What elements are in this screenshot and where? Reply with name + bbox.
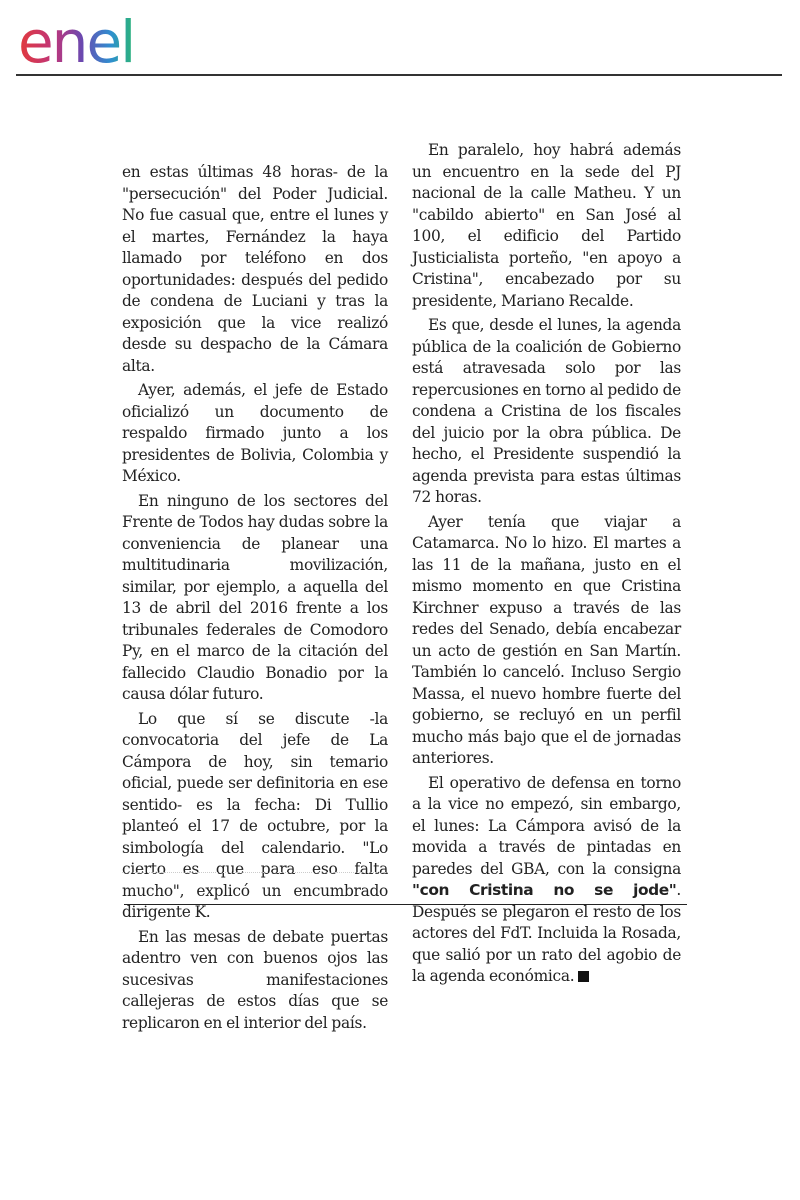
- article-column-left: [122, 162, 388, 1037]
- paragraph: en estas últimas 48 horas- de la "persecución" del Poder Judicial. No fue casual que, entre el lunes y el martes, Fernández la haya llamado por teléfono en dos oportunidades: después del pedido de condena de Luciani y tras la exposición que la vice realizó desde su despacho de la Cámara alta.: [122, 163, 388, 375]
- footer-rule: [124, 904, 687, 905]
- paragraph: Es que, desde el lunes, la agenda pública de la coalición de Gobierno está atravesada solo por las repercusiones en torno al pedido de condena a Cristina de los fiscales del juicio por la obra pública. De hecho, el Presidente suspendió la agenda prevista para estas últimas 72 horas.: [412, 316, 681, 506]
- paragraph-text: . Después se plegaron el resto de los actores del FdT. Incluida la Rosada, que salió por un rato del agobio de la agenda económica.: [412, 881, 681, 985]
- column-foot-rule: [122, 872, 388, 873]
- paragraph: En ninguno de los sectores del Frente de Todos hay dudas sobre la conveniencia de planear una multitudinaria movilización, similar, por ejemplo, a aquella del 13 de abril del 2016 frente a los tribunales federales de Comodoro Py, en el marco de la citación del fallecido Claudio Bonadio por la causa dólar futuro.: [122, 491, 388, 703]
- paragraph: Ayer tenía que viajar a Catamarca. No lo hizo. El martes a las 11 de la mañana, justo en el mismo momento en que Cristina Kirchner expuso a través de las redes del Senado, debía encabezar un acto de gestión en San Martín. También lo canceló. Incluso Sergio Massa, el nuevo hombre fuerte del gobierno, se recluyó en un perfil mucho más bajo que el de jornadas anteriores.: [412, 512, 681, 767]
- bold-quote: "con Cristina no se jode": [412, 881, 677, 899]
- paragraph-text: El operativo de defensa en torno a la vice no empezó, sin embargo, el lunes: La Cámpora avisó de la movida a través de pintadas en paredes del GBA, con la consigna: [412, 773, 681, 878]
- article-column-right: [412, 140, 681, 991]
- paragraph: En paralelo, hoy habrá además un encuentro en la sede del PJ nacional de la calle Matheu. Y un "cabildo abierto" en San José al 100, el edificio del Partido Justicialista porteño, "en apoyo a Cristina", encabezado por su presidente, Mariano Recalde.: [412, 141, 681, 310]
- paragraph: Lo que sí se discute -la convocatoria del jefe de La Cámpora de hoy, sin temario oficial, puede ser definitoria en ese sentido- es la fecha: Di Tullio planteó el 17 de octubre, por la simbología del calendario. "Lo cierto es que para eso falta mucho", explicó un encumbrado dirigente K.: [122, 709, 388, 921]
- paragraph: Ayer, además, el jefe de Estado oficializó un documento de respaldo firmado junto a los presidentes de Bolivia, Colombia y México.: [122, 381, 388, 485]
- enel-logo: [16, 6, 176, 70]
- paragraph: En las mesas de debate puertas adentro ven con buenos ojos las sucesivas manifestaciones callejeras de estos días que se replicaron en el interior del país.: [122, 927, 388, 1032]
- paragraph-last: [412, 773, 681, 988]
- header-rule: [16, 74, 782, 76]
- end-mark-icon: [578, 971, 589, 982]
- logo-text: enel: [18, 8, 135, 70]
